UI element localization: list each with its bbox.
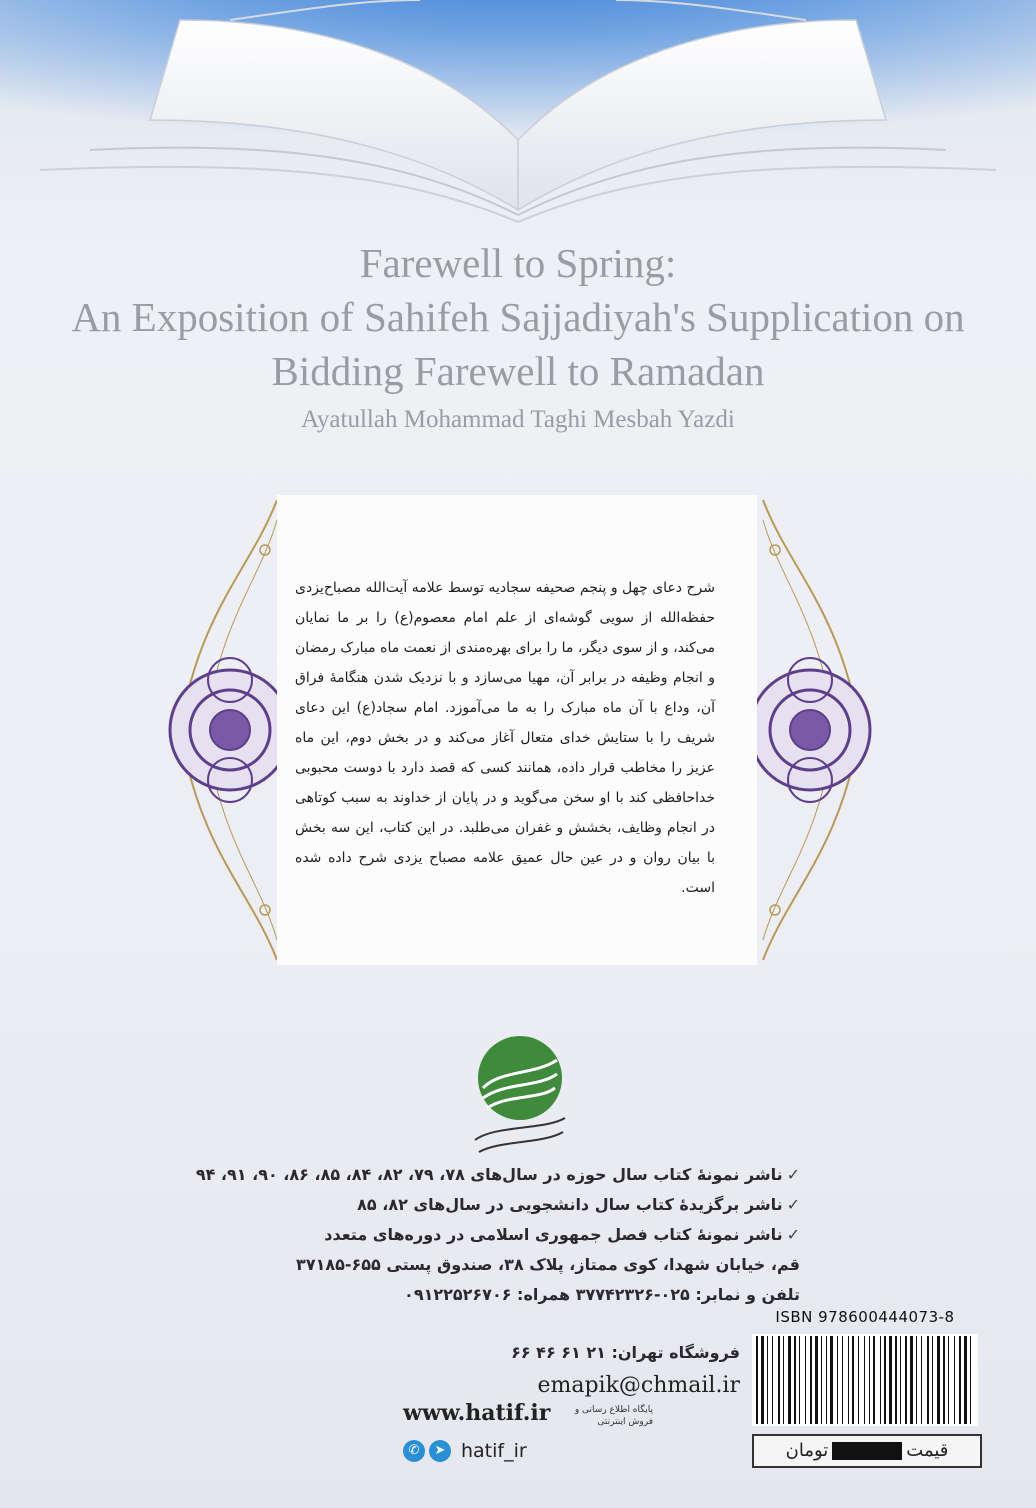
barcode-icon bbox=[752, 1334, 978, 1426]
barcode-area bbox=[744, 1308, 986, 1488]
price-box bbox=[752, 1434, 982, 1468]
publisher-info bbox=[195, 1160, 800, 1310]
website-link[interactable]: www.hatif.ir bbox=[403, 1400, 551, 1426]
open-book-illustration bbox=[0, 0, 1036, 240]
english-title-line-2: An Exposition of Sahifeh Sajjadiyah's Supplication on bbox=[71, 294, 965, 340]
phone: تلفن و نمابر: ۰۲۵-۳۷۷۴۲۳۲۶ همراه: ۰۹۱۲۲۵۲۶۷۰۶ bbox=[404, 1285, 800, 1304]
price-label: قیمت bbox=[906, 1440, 949, 1461]
check-icon: ✓ bbox=[786, 1195, 800, 1214]
whatsapp-icon[interactable]: ✆ bbox=[403, 1440, 425, 1462]
english-title-block bbox=[0, 236, 1036, 440]
contact-block bbox=[400, 1338, 740, 1404]
address: قم، خیابان شهدا، کوی ممتاز، پلاک ۳۸، صندوق پستی ۶۵۵-۳۷۱۸۵ bbox=[296, 1255, 800, 1274]
publisher-logo bbox=[465, 1030, 575, 1160]
english-author: Ayatullah Mohammad Taghi Mesbah Yazdi bbox=[301, 406, 735, 433]
check-icon: ✓ bbox=[786, 1165, 800, 1184]
english-title-line-1: Farewell to Spring: bbox=[359, 240, 677, 286]
award-line-3: ✓ناشر نمونهٔ کتاب فصل جمهوری اسلامی در دوره‌های متعدد bbox=[324, 1225, 800, 1244]
right-islamic-ornament bbox=[740, 490, 880, 970]
price-mask bbox=[832, 1442, 902, 1460]
isbn-text: ISBN 978600444073-8 bbox=[775, 1308, 955, 1326]
award-line-2: ✓ناشر برگزیدهٔ کتاب سال دانشجویی در سال‌های ۸۲، ۸۵ bbox=[357, 1195, 800, 1214]
website-tagline: پایگاه اطلاع رسانی و فروش اینترنتی bbox=[574, 1405, 653, 1427]
price-unit: تومان bbox=[785, 1440, 829, 1461]
social-handle[interactable]: hatif_ir bbox=[461, 1440, 527, 1462]
telegram-icon[interactable]: ➤ bbox=[429, 1440, 451, 1462]
check-icon: ✓ bbox=[786, 1225, 800, 1244]
award-line-1: ✓ناشر نمونهٔ کتاب سال حوزه در سال‌های ۷۸، ۷۹، ۸۲، ۸۴، ۸۵، ۸۶، ۹۰، ۹۱، ۹۴ bbox=[195, 1165, 800, 1184]
email-link[interactable]: emapik@chmail.ir bbox=[537, 1373, 740, 1398]
persian-description: شرح دعای چهل و پنجم صحیفه سجادیه توسط علامه آیت‌الله مصباح‌یزدی حفظه‌الله از سویی گوشه‌ای از علم امام معصوم(ع) را بر ما نمایان می‌کند، و از سوی دیگر، ما را برای بهره‌مندی از نعمت ماه مبارک رمضان و انجام وظیفه در برابر آن، مهیا می‌سازد و با نزدیک شدن هنگامهٔ فراق آن، وداع با آن ماه مبارک را به ما می‌آموزد. امام سجاد(ع) این دعای شریف را با ستایش خدای متعال آغاز می‌کند و در بخش دوم، این ماه عزیز را مخاطب قرار داده، همانند کسی که قصد دارد با دوست محبوبی خداحافظی کند با او سخن می‌گوید و در پایان از خداوند به سبب کوتاهی در انجام وظایف، بخشش و غفران می‌طلبد. در این کتاب، این سه بخش با بیان روان و در عین حال عمیق علامه مصباح یزدی شرح داده شده است. bbox=[294, 580, 715, 896]
english-title-line-3: Bidding Farewell to Ramadan bbox=[271, 348, 765, 394]
social-row bbox=[403, 1440, 527, 1470]
website-row bbox=[403, 1400, 743, 1440]
tehran-shop: فروشگاه تهران: ۲۱ ۶۱ ۴۶ ۶۶ bbox=[511, 1343, 740, 1362]
